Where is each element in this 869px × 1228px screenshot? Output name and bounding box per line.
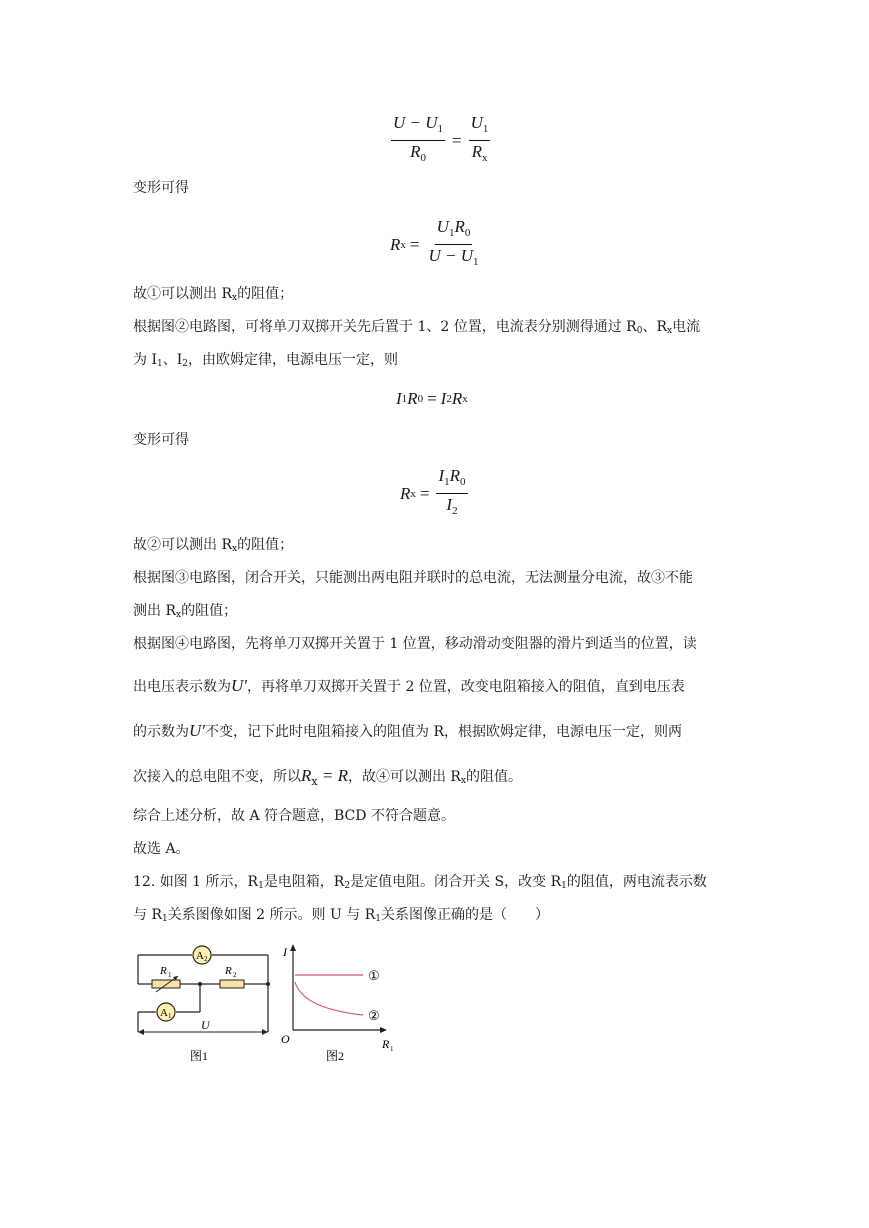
text-para2-line1: 根据图②电路图，可将单刀双掷开关先后置于 1、2 位置，电流表分别测得通过 $R_0$、$R_x$电流	[133, 319, 701, 336]
curve-2-label: ②	[368, 1008, 380, 1023]
figure-2-caption: 图2	[326, 1049, 345, 1063]
text-para4-line2: 出电压表示数为U′，再将单刀双掷开关置于 2 位置，改变电阻箱接入的阻值，直到电压表	[133, 676, 685, 695]
curve-2	[295, 982, 363, 1015]
curve-1-label: ①	[368, 968, 380, 983]
text-transform-2: 变形可得	[133, 432, 189, 448]
text-choice: 故选 A。	[133, 841, 190, 857]
svg-text:U: U	[201, 1018, 210, 1032]
svg-text:A: A	[196, 950, 204, 962]
svg-text:1: 1	[168, 971, 172, 979]
text-para3-line2: 测出 $R_x$的阻值；	[133, 603, 238, 620]
question-12-line1: 12. 如图 1 所示，$R_1$是电阻箱，$R_2$是定值电阻。闭合开关 S，改变 $R_1$的阻值，两电流表示数	[133, 874, 707, 891]
figure-1-circuit	[128, 940, 278, 1070]
equation-current-balance: I 1 R 0 = I 2 R x	[396, 389, 468, 408]
text-para2-line2: 为 $I_1$、$I_2$，由欧姆定律，电源电压一定，则	[133, 352, 398, 369]
equation-rx-voltage: R x = $\frac{U_1R_0}{U - U_1}$	[390, 217, 479, 268]
svg-text:R: R	[160, 965, 167, 977]
equation-voltage-ratio: $\frac{U - U_1}{R_0}$ = $\frac{U_1}{R_x}$	[393, 113, 489, 164]
figure-2-graph	[278, 940, 403, 1070]
equation-rx-current: R x = $\frac{I_1R_0}{I_2}$	[400, 466, 466, 517]
svg-text:A: A	[160, 1007, 168, 1019]
text-conclusion-2: 故②可以测出 $R_x$的阻值；	[133, 537, 294, 554]
svg-text:1: 1	[390, 1045, 394, 1053]
text-para4-line1: 根据图④电路图，先将单刀双掷开关置于 1 位置，移动滑动变阻器的滑片到适当的位置，读	[133, 636, 697, 652]
text-para4-line3: 的示数为U′不变，记下此时电阻箱接入的阻值为 R，根据欧姆定律，电源电压一定，则两	[133, 721, 682, 740]
text-para4-line4: 次接入的总电阻不变，所以$R_x = R$，故④可以测出 $R_x$的阻值。	[133, 766, 523, 788]
svg-text:R: R	[225, 965, 232, 977]
svg-text:1: 1	[168, 1012, 172, 1020]
y-axis-label: I	[283, 945, 287, 959]
x-axis-label: R	[382, 1037, 390, 1051]
text-summary: 综合上述分析，故 A 符合题意，BCD 不符合题意。	[133, 808, 455, 824]
figure-1-caption: 图1	[190, 1049, 209, 1063]
resistor-r2-icon	[220, 980, 244, 988]
svg-text:2: 2	[233, 971, 237, 979]
svg-text:2: 2	[204, 955, 208, 963]
origin-label: O	[281, 1032, 290, 1046]
text-transform-1: 变形可得	[133, 180, 189, 196]
text-conclusion-1: 故①可以测出 $R_x$的阻值；	[133, 286, 294, 303]
question-12-line2: 与 $R_1$关系图像如图 2 所示。则 U 与 $R_1$关系图像正确的是（ ）	[133, 907, 549, 924]
text-para3-line1: 根据图③电路图，闭合开关，只能测出两电阻并联时的总电流，无法测量分电流，故③不能	[133, 570, 693, 586]
resistor-r1-icon	[152, 980, 180, 988]
